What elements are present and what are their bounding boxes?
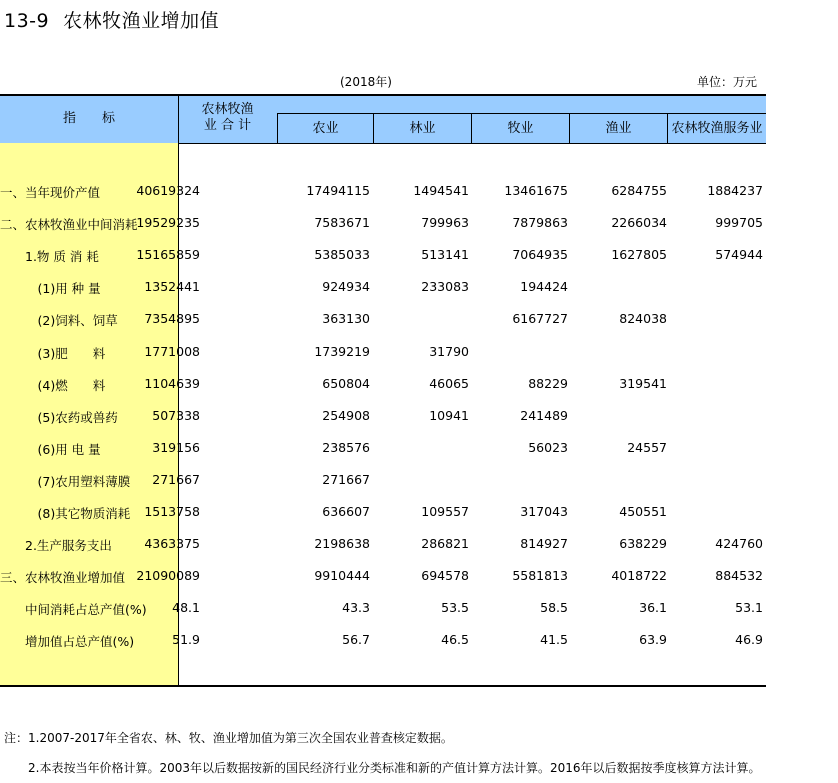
row-value: 574944 [715,247,763,262]
row-value: 6167727 [512,311,568,326]
header-total: 农林牧渔 业 合 计 [201,102,254,133]
row-value: 636607 [322,504,370,519]
row-value: 36.1 [639,600,667,615]
table-row [0,440,766,460]
row-value: 109557 [421,504,469,519]
table-title: 农林牧渔业增加值 [63,10,220,32]
row-value: 924934 [322,279,370,294]
row-label: 增加值占总产值(%) [0,634,135,649]
header-indicator: 指 标 [62,111,115,126]
row-value: 88229 [528,376,568,391]
row-label: (7)农用塑料薄膜 [0,474,131,489]
row-value: 53.5 [441,600,469,615]
row-value: 1352441 [144,279,200,294]
row-value: 638229 [619,536,667,551]
row-label: (5)农药或兽药 [0,410,118,425]
row-value: 19529235 [136,215,200,230]
header-col-forestry: 林业 [409,121,436,136]
row-label: 三、农林牧渔业增加值 [0,570,126,585]
unit-label: 单位：万元 [697,75,758,89]
row-value: 58.5 [540,600,568,615]
header-col-fishery: 渔业 [605,121,632,136]
row-value: 53.1 [735,600,763,615]
row-value: 238576 [322,440,370,455]
row-value: 43.3 [342,600,370,615]
row-value: 63.9 [639,632,667,647]
table-bottom-rule [0,685,766,687]
row-value: 1513758 [144,504,200,519]
page-title [4,6,219,33]
note-2: 2.本表按当年价格计算。2003年以后数据按新的国民经济行业分类标准和新的产值计算方法计算。2016年以后数据按季度核算方法计算。 [4,761,761,775]
row-value: 7064935 [512,247,568,262]
row-label: (6)用 电 量 [0,442,101,457]
row-label: 二、农林牧渔业中间消耗 [0,217,138,232]
row-value: 799963 [421,215,469,230]
row-value: 814927 [520,536,568,551]
row-value: 10941 [429,408,469,423]
row-value: 513141 [421,247,469,262]
row-label: (2)饲料、饲草 [0,313,118,328]
row-value: 1739219 [314,344,370,359]
row-value: 7879863 [512,215,568,230]
row-value: 15165859 [136,247,200,262]
row-value: 46.9 [735,632,763,647]
row-label: 2.生产服务支出 [0,538,112,553]
header-col-animal-husbandry: 牧业 [507,121,534,136]
row-value: 6284755 [611,183,667,198]
row-value: 824038 [619,311,667,326]
table-row [0,279,766,299]
table-row [0,344,766,364]
row-value: 694578 [421,568,469,583]
row-value: 2198638 [314,536,370,551]
row-value: 1627805 [611,247,667,262]
header-sub-rule [278,113,766,114]
row-value: 241489 [520,408,568,423]
row-value: 7583671 [314,215,370,230]
row-value: 450551 [619,504,667,519]
row-value: 271667 [152,472,200,487]
row-value: 1884237 [707,183,763,198]
row-value: 319541 [619,376,667,391]
table-row [0,472,766,492]
row-value: 319156 [152,440,200,455]
row-value: 56023 [528,440,568,455]
row-value: 4018722 [611,568,667,583]
row-value: 51.9 [172,632,200,647]
row-value: 2266034 [611,215,667,230]
table-row [0,215,766,235]
row-value: 40619324 [136,183,200,198]
row-value: 233083 [421,279,469,294]
row-value: 424760 [715,536,763,551]
row-label: 1.物 质 消 耗 [0,249,99,264]
table-row [0,408,766,428]
row-value: 5385033 [314,247,370,262]
table-row [0,247,766,267]
row-label: (8)其它物质消耗 [0,506,131,521]
row-value: 1771008 [144,344,200,359]
table-row [0,568,766,588]
row-value: 1494541 [413,183,469,198]
row-value: 650804 [322,376,370,391]
row-value: 254908 [322,408,370,423]
row-value: 271667 [322,472,370,487]
table-row [0,504,766,524]
table-row [0,600,766,620]
row-value: 46.5 [441,632,469,647]
row-value: 4363375 [144,536,200,551]
row-value: 999705 [715,215,763,230]
table-row [0,632,766,652]
table-number: 13-9 [4,10,50,32]
row-value: 13461675 [504,183,568,198]
row-value: 1104639 [144,376,200,391]
table-row [0,183,766,203]
row-value: 884532 [715,568,763,583]
table-row [0,536,766,556]
row-value: 5581813 [512,568,568,583]
row-label: (3)肥 料 [0,346,106,361]
row-value: 46065 [429,376,469,391]
row-label: 中间消耗占总产值(%) [0,602,147,617]
table-row [0,376,766,396]
row-value: 194424 [520,279,568,294]
table-row [0,311,766,331]
row-value: 363130 [322,311,370,326]
row-value: 286821 [421,536,469,551]
row-value: 48.1 [172,600,200,615]
header-col-services: 农林牧渔服务业 [671,121,763,136]
row-value: 7354895 [144,311,200,326]
row-value: 17494115 [306,183,370,198]
note-1: 注：1.2007-2017年全省农、林、牧、渔业增加值为第三次全国农业普查核定数据。 [4,731,453,745]
row-label: (4)燃 料 [0,378,106,393]
header-col-agriculture: 农业 [312,121,339,136]
row-value: 31790 [429,344,469,359]
year-label: (2018年) [340,75,392,89]
row-value: 24557 [627,440,667,455]
row-value: 41.5 [540,632,568,647]
row-label: 一、当年现价产值 [0,185,101,200]
row-value: 56.7 [342,632,370,647]
row-value: 9910444 [314,568,370,583]
row-label: (1)用 种 量 [0,281,101,296]
row-value: 21090089 [136,568,200,583]
row-value: 507338 [152,408,200,423]
header-top-rule [0,94,766,96]
row-value: 317043 [520,504,568,519]
